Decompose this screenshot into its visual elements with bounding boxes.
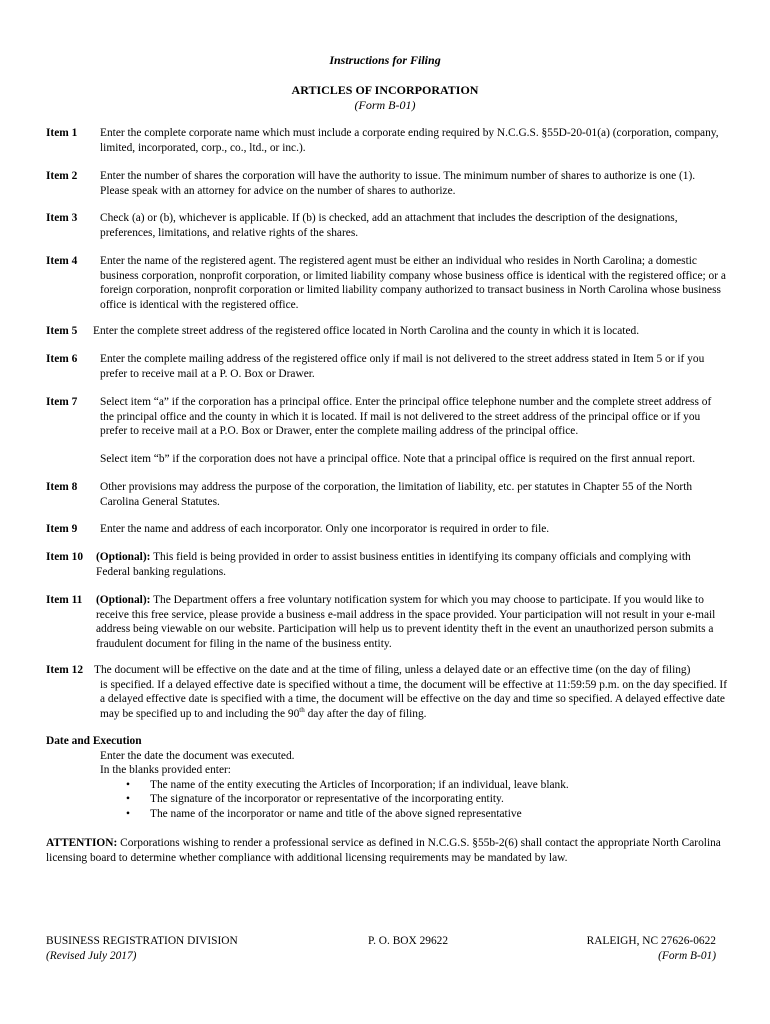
footer-form: (Form B-01)	[658, 950, 716, 962]
optional-label: (Optional):	[96, 551, 151, 563]
attention-label: ATTENTION:	[46, 837, 118, 849]
list-item-text: The name of the entity executing the Articles of Incorporation; if an individual, leave blank.	[150, 778, 569, 791]
section-heading: Date and Execution	[46, 735, 142, 747]
attention-text: Corporations wishing to render a professional service as defined in N.C.G.S. §55b-2(6) shall contact the appropriate North Carolina licensing board to determine whether compliance with additional licensing requirements may be mandated by law.	[46, 837, 721, 864]
form-reference: (Form B-01)	[354, 98, 416, 112]
item-label: Item 10	[46, 551, 84, 563]
item-label: Item 12	[46, 664, 84, 676]
bullet-icon: •	[126, 793, 130, 806]
bullet-icon: •	[126, 778, 130, 791]
item-body: The Department offers a free voluntary notification system for which you may choose to participate. If you would like to receive this free service, please provide a business e-mail address in the space provided. Your participation will not result in your e-mail address being viewable on our website. Participation will help us to prevent identity theft in the event an unauthorized person submits a fraudulent document for filing in the name of the business entity.	[96, 594, 716, 650]
item-body-continued	[94, 678, 734, 722]
item-body: This field is being provided in order to assist business entities in identifying its company officials and complying with Federal banking regulations.	[96, 551, 691, 578]
item-label: Item 1	[46, 127, 78, 139]
item-label: Item 8	[46, 481, 78, 493]
item-text-secondary: Select item “b” if the corporation does not have a principal office. Note that a principal office is required on the first annual report.	[100, 453, 696, 465]
item-body-rest: is specified. If a delayed effective date is specified without a time, the document will be effective at 11:59:59 p.m. on the day specified. If a delayed effective date is specified with a time, the document will be effective on the day and time so specified. A delayed effective date may be specified up to and including the 90	[100, 678, 728, 720]
footer-division: BUSINESS REGISTRATION DIVISION	[46, 935, 238, 947]
document-title: Instructions for Filing	[329, 53, 441, 67]
execution-bullet-list	[46, 778, 726, 822]
document-heading: ARTICLES OF INCORPORATION	[291, 83, 479, 97]
item-label: Item 11	[46, 594, 83, 606]
item-text: Other provisions may address the purpose of the corporation, the limitation of liability, etc. per statutes in Chapter 55 of the North Carolina General Statutes.	[100, 481, 693, 508]
item-text: Enter the complete street address of the registered office located in North Carolina and the county in which it is located.	[93, 325, 640, 337]
item-text: Enter the name of the registered agent. The registered agent must be either an individual who resides in North Carolina; a domestic business corporation, nonprofit corporation, or limited liability company whose business office is identical with the registered office; or a foreign corporation, nonprofit corporation or limited liability company authorized to transact business in North Carolina whose business office is identical with the registered office.	[100, 255, 726, 311]
ordinal-suffix: th	[299, 705, 305, 714]
item-text	[94, 663, 734, 721]
item-label: Item 2	[46, 170, 78, 182]
bullet-icon: •	[126, 807, 130, 820]
footer-revised: (Revised July 2017)	[46, 950, 137, 962]
item-text: Enter the complete mailing address of the registered office only if mail is not delivered to the street address stated in Item 5 or if you prefer to receive mail at a P. O. Box or Drawer.	[100, 353, 705, 380]
item-text: Enter the number of shares the corporation will have the authority to issue. The minimum number of shares to authorize is one (1). Please speak with an attorney for advice on the number of shares to authorize.	[100, 170, 696, 197]
footer-city: RALEIGH, NC 27626-0622	[586, 935, 716, 947]
section-line: In the blanks provided enter:	[100, 764, 231, 777]
item-text: Select item “a” if the corporation has a principal office. Enter the principal office telephone number and the complete street address of the principal office and the county in which it is located. If mail is not delivered to the street address of the principal office or if you prefer to receive mail at a P.O. Box or Drawer, enter the complete mailing address of the principal office.	[100, 396, 712, 438]
item-label: Item 7	[46, 396, 78, 408]
date-and-execution-section	[46, 734, 726, 822]
page-footer	[46, 934, 716, 964]
list-item	[46, 807, 726, 822]
section-line: Enter the date the document was executed.	[100, 749, 295, 762]
list-item-text: The name of the incorporator or name and title of the above signed representative	[150, 807, 522, 820]
item-text	[96, 593, 727, 651]
item-text: Check (a) or (b), whichever is applicable. If (b) is checked, add an attachment that includes the description of the designations, preferences, limitations, and relative rights of the shares.	[100, 212, 678, 239]
optional-label: (Optional):	[96, 594, 151, 606]
item-body-first: The document will be effective on the date and at the time of filing, unless a delayed date or an effective time (on the day of filing)	[94, 664, 691, 676]
item-label: Item 5	[46, 325, 78, 337]
item-text	[96, 550, 727, 579]
list-item	[46, 792, 726, 807]
attention-note	[46, 836, 722, 865]
item-label: Item 9	[46, 523, 78, 535]
list-item-text: The signature of the incorporator or representative of the incorporating entity.	[150, 793, 504, 806]
item-text: Enter the name and address of each incorporator. Only one incorporator is required in order to file.	[100, 523, 550, 535]
footer-po-box: P. O. BOX 29622	[368, 935, 449, 947]
list-item	[46, 778, 726, 793]
item-text: Enter the complete corporate name which must include a corporate ending required by N.C.G.S. §55D-20-01(a) (corporation, company, limited, incorporated, corp., co., ltd., or inc.).	[100, 127, 719, 154]
item-label: Item 4	[46, 255, 78, 267]
item-body-end: day after the day of filing.	[304, 707, 427, 720]
item-label: Item 3	[46, 212, 78, 224]
item-label: Item 6	[46, 353, 78, 365]
